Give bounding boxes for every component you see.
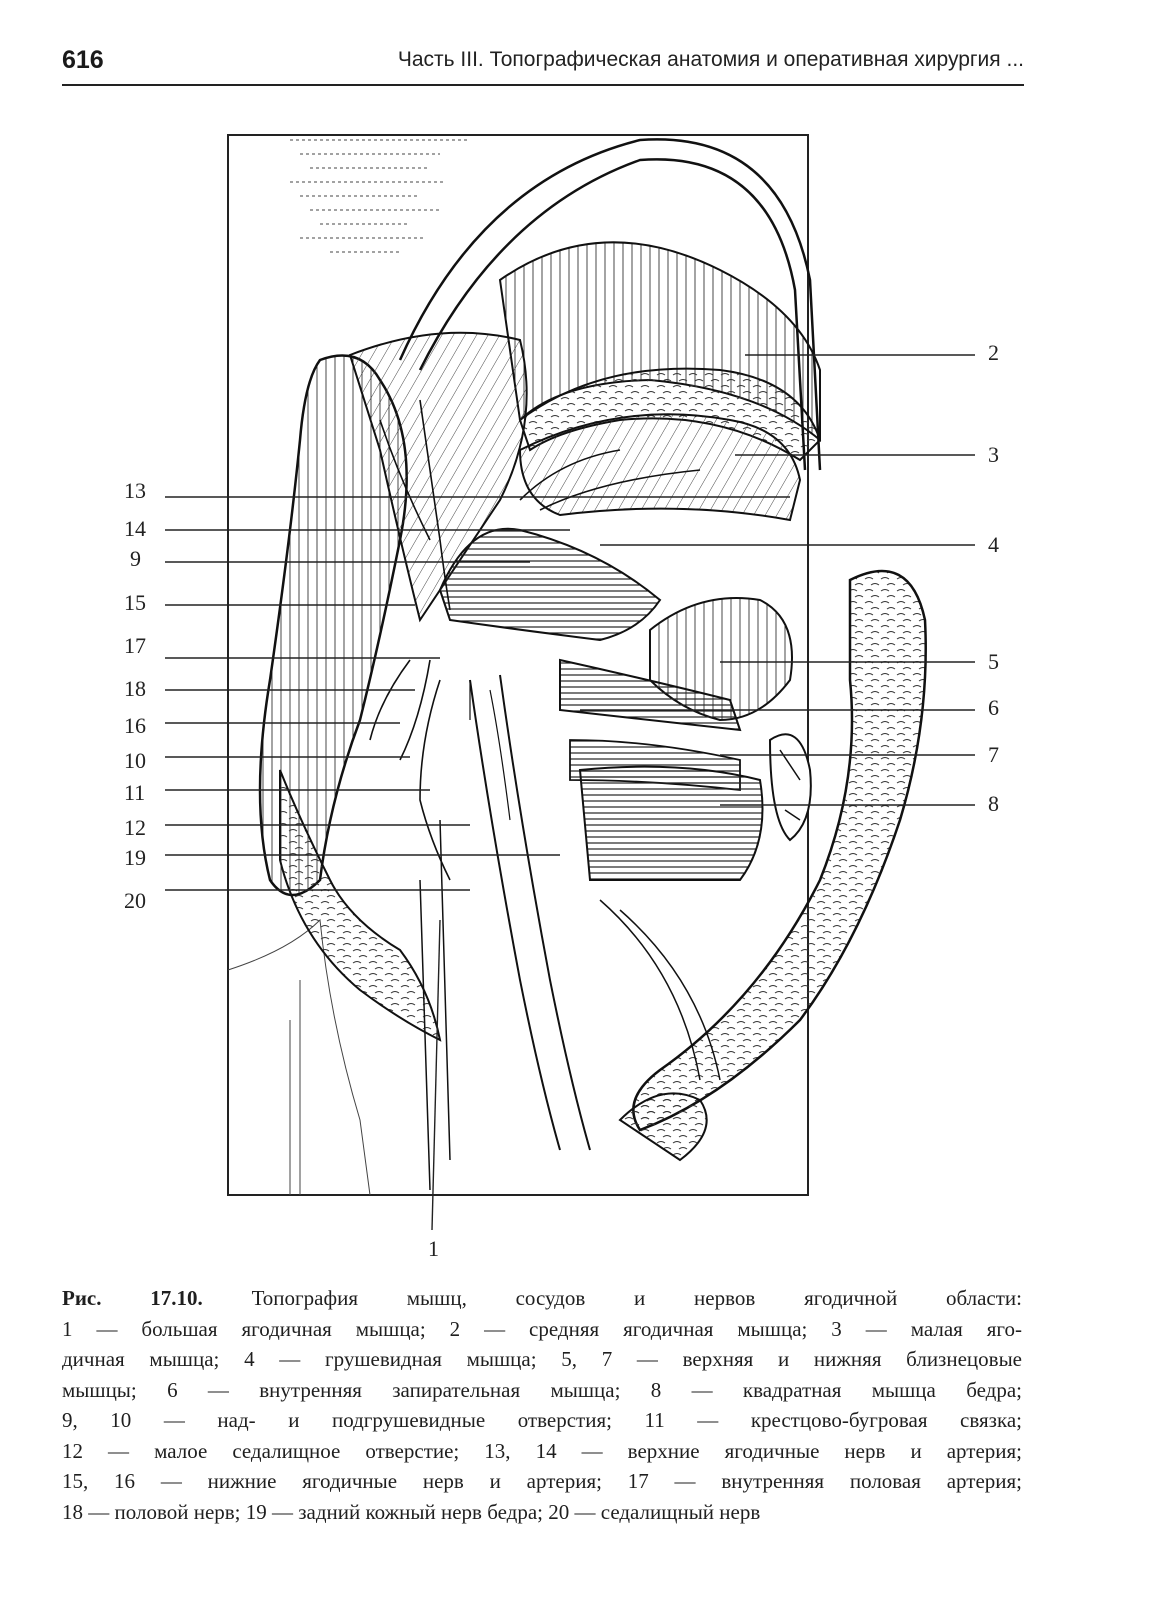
page-header	[62, 44, 1024, 86]
caption-line-4: 9, 10 — над- и подгрушевидные отверстия; 11 — крестцово-бугровая связка;	[62, 1408, 1022, 1432]
callout-14: 14	[124, 516, 146, 541]
caption-line-3: мышцы; 6 — внутренняя запирательная мышца; 8 — квадратная мышца бедра;	[62, 1377, 1022, 1402]
callout-9: 9	[130, 546, 141, 571]
callout-5: 5	[988, 649, 999, 674]
caption-title-line	[62, 1283, 1022, 1314]
callout-18: 18	[124, 676, 146, 701]
running-title: Часть III. Топографическая анатомия и оперативная хирургия ...	[397, 48, 1024, 71]
quadratus-femoris	[580, 767, 763, 880]
caption-title: Топография мышц, сосудов и нервов ягодичной области:	[251, 1286, 1022, 1310]
callout-12: 12	[124, 815, 146, 840]
callout-17: 17	[124, 633, 146, 658]
callout-11: 11	[124, 780, 146, 805]
callout-1: 1	[428, 1236, 439, 1261]
gluteal-region-illustration	[0, 120, 1154, 1270]
callout-7: 7	[988, 742, 999, 767]
callout-13: 13	[124, 478, 146, 503]
caption-line-2: дичная мышца; 4 — грушевидная мышца; 5, 7 — верхняя и нижняя близнецовые	[62, 1347, 1022, 1371]
callout-16: 16	[124, 713, 146, 738]
figure-caption	[62, 1283, 1022, 1527]
callout-20: 20	[124, 888, 146, 913]
caption-line-5: 12 — малое седалищное отверстие; 13, 14 — верхние ягодичные нерв и артерия;	[62, 1438, 1022, 1463]
callout-3: 3	[988, 442, 999, 467]
callout-10: 10	[124, 748, 146, 773]
callout-6: 6	[988, 695, 999, 720]
anatomy-figure	[0, 120, 1154, 1270]
caption-label: Рис. 17.10.	[62, 1286, 203, 1310]
callout-15: 15	[124, 590, 146, 615]
caption-line-6: 15, 16 — нижние ягодичные нерв и артерия; 17 — внутренняя половая артерия;	[62, 1469, 1022, 1493]
callout-4: 4	[988, 532, 999, 557]
gluteus-maximus-flap-left	[260, 333, 527, 1040]
page-number: 616	[62, 46, 104, 74]
callout-8: 8	[988, 791, 999, 816]
caption-line-1: 1 — большая ягодичная мышца; 2 — средняя ягодичная мышца; 3 — малая яго-	[62, 1316, 1022, 1341]
caption-line-7: 18 — половой нерв; 19 — задний кожный нерв бедра; 20 — седалищный нерв	[62, 1499, 761, 1524]
callout-2: 2	[988, 340, 999, 365]
callout-19: 19	[124, 845, 146, 870]
